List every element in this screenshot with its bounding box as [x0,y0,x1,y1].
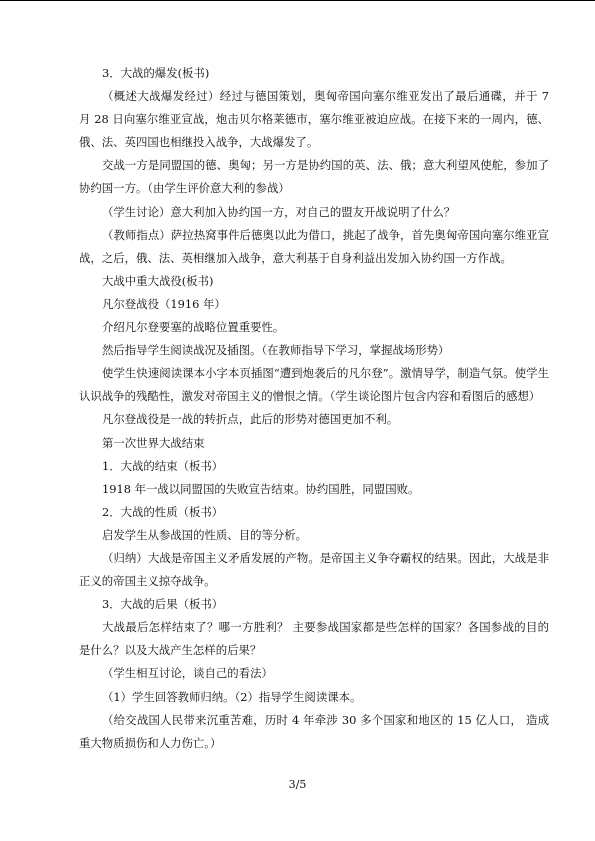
paragraph-questions: 大战最后怎样结束了？哪一方胜利？ 主要参战国家都是些怎样的国家？各国参战的目的是什么？以及大战产生怎样的后果？ [79,620,549,658]
subheading-verdun: 凡尔登战役（1916 年） [102,296,226,311]
subheading-consequences: 3．大战的后果（板书） [102,597,224,612]
paragraph-reading-guide: 然后指导学生阅读战况及插图。（在教师指导下学习，掌握战场形势） [102,343,450,358]
paragraph-teacher-guidance: （教师指点）萨拉热窝事件后德奥以此为借口，挑起了战争，首先奥匈帝国向塞尔维亚宣战，之后，俄、法、英相继加入战争，意大利基于自身利益出发加入协约国一方作战。 [79,227,549,265]
paragraph-steps: （1）学生回答教师归纳。（2）指导学生阅读课本。 [102,689,362,704]
paragraph-verdun-intro: 介绍凡尔登要塞的战略位置重要性。 [102,320,285,335]
paragraph-nature-analysis: 启发学生从参战国的性质、目的等分析。 [102,527,308,542]
section-heading-major-battles: 大战中重大战役(板书) [102,273,214,288]
paragraph-illustration: 使学生快速阅读课本小字本页插图“遭到炮袭后的凡尔登”。激情导学，制造气氛。使学生认识战争的残酷性，激发对帝国主义的憎恨之情。（学生谈论图片包含内容和看图后的感想） [79,366,549,404]
paragraph-student-discussion: （学生讨论）意大利加入协约国一方，对自己的盟友开战说明了什么？ [102,204,456,219]
paragraph-mutual-discussion: （学生相互讨论，谈自己的看法） [102,666,273,681]
paragraph-1918: 1918 年一战以同盟国的失败宣告结束。协约国胜，同盟国败。 [102,481,420,496]
section-heading-war-end: 第一次世界大战结束 [102,435,205,450]
subheading-nature: 2．大战的性质（板书） [102,504,224,519]
paragraph-outbreak-summary: （概述大战爆发经过）经过与德国策划，奥匈帝国向塞尔维亚发出了最后通碟，并于 7 月 28 日向塞尔维亚宣战，炮击贝尔格莱德市，塞尔维亚被迫应战。在接下来的一周内，德、俄、法、英四国也相继投入战争，大战爆发了。 [79,89,549,150]
paragraph-belligerents: 交战一方是同盟国的德、奥匈；另一方是协约国的英、法、俄；意大利望风使舵，参加了协约国一方。（由学生评价意大利的参战） [79,158,549,196]
section-heading-outbreak: 3．大战的爆发(板书) [102,66,210,80]
paragraph-turning-point: 凡尔登战役是一战的转折点，此后的形势对德国更加不利。 [102,412,399,427]
paragraph-casualties: （给交战国人民带来沉重苦难，历时 4 年牵涉 30 多个国家和地区的 15 亿人口， 造成重大物质损伤和人力伤亡。） [79,712,549,750]
document-body [79,62,549,755]
paragraph-summary-nature: （归纳）大战是帝国主义矛盾发展的产物。是帝国主义争夺霸权的结果。因此，大战是非正义的帝国主义掠夺战争。 [79,550,549,589]
page-number: 3/5 [288,778,307,791]
header-rule [0,0,595,1]
subheading-end: 1．大战的结束（板书） [102,458,224,473]
